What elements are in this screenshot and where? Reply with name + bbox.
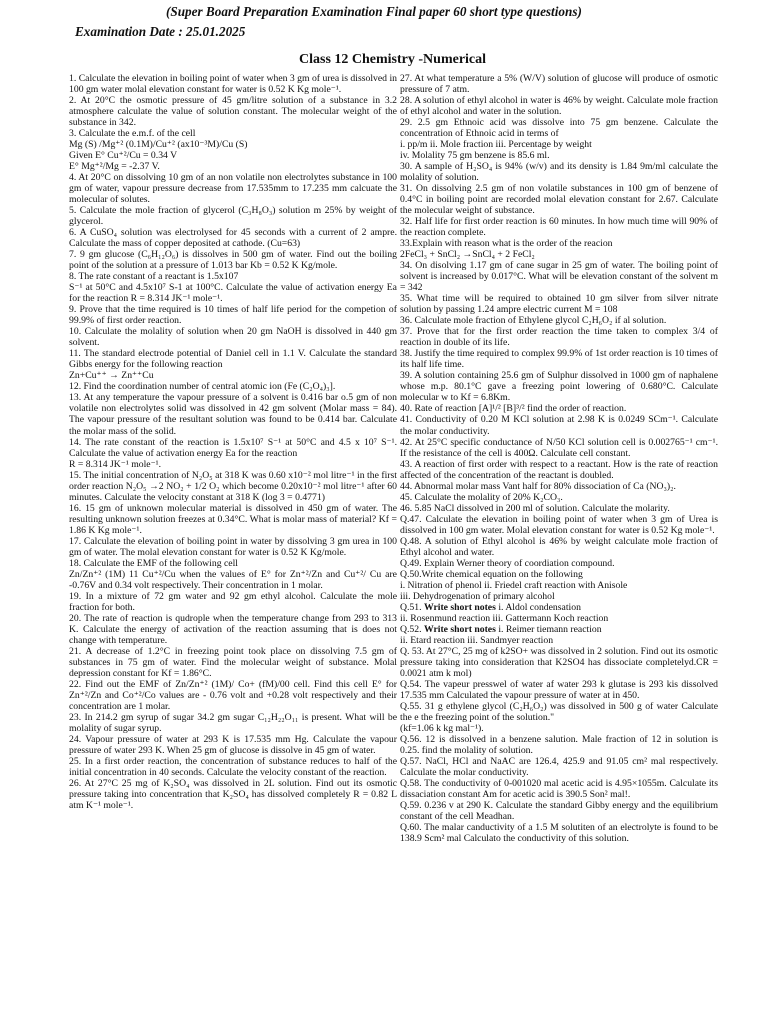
question-line: 20. The rate of reaction is qudrople when the temperature change from 293 to 313 K. Calculate the energy of activation of the reaction assuming that is does not change with temperature. [69, 612, 397, 646]
question-line: 39. A solution containing 25.6 gm of Sulphur dissolved in 1000 gm of naphalene whose m.p. 80.1°C gave a freezing point lowering of 0.680°C. Calculate molecular w to Kf = 6.8Km. [400, 370, 718, 404]
question-line: 1. Calculate the elevation in boiling point of water when 3 gm of urea is dissolved in 100 gm water molal elevation constant for water is 0.52 K Kg mole⁻¹. [69, 73, 397, 96]
question-line: 34. On disolving 1.17 gm of cane sugar in 25 gm of water. The boiling point of solvent is increased by 0.017°C. What will be elevation constant of the solvent m = 342 [400, 260, 718, 294]
question-line: 30. A sample of H₂SO₄ is 94% (w/v) and its density is 1.84 9m/ml calculate the molality of solution. [400, 161, 718, 184]
question-line: 6. A CuSO₄ solution was electrolysed for 45 seconds with a current of 2 ampre. Calculate the mass of copper deposited at cathode. (Cu=63) [69, 227, 397, 250]
question-line: Q.57. NaCl, HCl and NaAC are 126.4, 425.9 and 91.05 cm² mal respectively. Calculate the molar conductivity. [400, 755, 718, 778]
question-line: Q.54. The vapeur presswel of water af water 293 k glutase is 293 kis dissolved 17.535 mm Calculated the vapour pressure of water at in 450. [400, 678, 718, 701]
question-line: 36. Calculate mole fraction of Ethylene glycol C₂H₆O₂ if al solution. [400, 315, 667, 327]
question-line: Q.60. The malar canductivity of a 1.5 M solutiten of an electrolyte is found to be 138.9 Scm² mal Calculato the conductivity of this solution. [400, 822, 718, 845]
question-line: iii. Dehydrogenation of primary alcohol [400, 590, 555, 602]
question-line: Mg (S) /Mg⁺² (0.1M)/Cu⁺² (ax10⁻³M)/Cu (S) [69, 139, 248, 151]
question-line: Zn+Cu⁺⁺ → Zn⁺⁺Cu [69, 370, 154, 382]
question-line: 26. At 27°C 25 mg of K₂SO₄ was dissolved in 2L solution. Find out its osmotic pressure taking into concentration that K₂SO₄ has dissolved completely R = 0.82 L atm K⁻¹ mole⁻¹. [69, 778, 397, 812]
question-line: 13. At any temperature the vapour pressure of a solvent is 0.416 bar o.5 gm of non volatile non electrolytes solid was dissolved in 42 gm solvent (Molar mass = 84). The vapour pressure of the resultant solution was found to be 0.414 bar. Calculate the molar mass of the solid. [69, 392, 397, 437]
question-line: Q. 53. At 27°C, 25 mg of k2SO+ was dissolved in 2 solution. Find out its osmotic pressure taking into consideration that K2SO4 has dissociate completelyd.CR = 0.0021 atm k mol) [400, 645, 718, 679]
question-line: 2. At 20°C the osmotic pressure of 45 gm/litre solution of a substance in 3.2 atmosphere calculate the value of solution constant. The molecular weight of the substance in 342. [69, 95, 397, 129]
question-line: 21. A decrease of 1.2°C in freezing point took place on dissolving 7.5 gm of substances in 75 gm of water. Find the molecular weight of substance. Molal depression constant for Kf = 1.86°C. [69, 645, 397, 679]
question-line: 28. A solution of ethyl alcohol in water is 46% by weight. Calculate mole fraction of ethyl alcohol and water in the solution. [400, 95, 718, 118]
question-line: 29. 2.5 gm Ethnoic acid was dissolve into 75 gm benzene. Calculate the concentration of Ethnoic acid in terms of [400, 117, 718, 140]
question-line: ii. Rosenmund reaction iii. Gattermann Koch reaction [400, 612, 609, 624]
question-line: 8. The rate constant of a reactant is 1.5x107 [69, 271, 239, 283]
question-line: 31. On dissolving 2.5 gm of non volatile substances in 100 gm of benzene of 0.4°C in boiling point are recorded molal elevation constant for 2.67. Calculate the molecular weight of substance. [400, 183, 718, 217]
question-line: 12. Find the coordination number of central atomic ion (Fe (C₂O₄)₃]. [69, 381, 336, 393]
right-question-column [400, 73, 718, 844]
question-line: Q.49. Explain Werner theory of coordiation compound. [400, 557, 615, 569]
question-line: 3. Calculate the e.m.f. of the cell [69, 128, 196, 140]
question-line: 18. Calculate the EMF of the following cell [69, 557, 238, 569]
question-line: i. Nitration of phenol ii. Friedel craft reaction with Anisole [400, 579, 628, 591]
question-line: 25. In a first order reaction, the concentration of substance reduces to half of the initial concentration in 40 seconds. Calculate the velocity constant of the reaction. [69, 755, 397, 778]
question-line: iv. Molality 75 gm benzene is 85.6 ml. [400, 150, 550, 162]
question-line: 22. Find out the EMF of Zn/Zn⁺² (1M)/ Co+ (fM)/00 cell. Find this cell E° for Zn⁺²/Zn and Co⁺²/Co values are - 0.76 volt and +0.28 volt respectively and their concentration are 1 molar. [69, 678, 397, 712]
exam-date: Examination Date : 25.01.2025 [75, 24, 246, 39]
question-line: i. pp/m ii. Mole fraction iii. Percentage by weight [400, 139, 592, 151]
question-line: 23. In 214.2 gm syrup of sugar 34.2 gm sugar C₁₂H₂₂O₁₁ is present. What will be molality of sugar syrup. [69, 711, 397, 734]
question-line: Q.48. A solution of Ethyl alcohol is 46% by weight calculate mole fraction of Ethyl alcohol and water. [400, 535, 718, 558]
question-line: Q.51. Write short notes i. Aldol condensation [400, 601, 581, 613]
question-line: 2FeCl₃ + SnCl₂ →SnCl₄ + 2 FeCl₂ [400, 249, 535, 261]
question-line: 10. Calculate the molality of solution when 20 gm NaOH is dissolved in 440 gm solvent. [69, 326, 397, 349]
question-line: 5. Calculate the mole fraction of glycerol (C₃H₈O₃) solution m 25% by weight of glycerol. [69, 205, 397, 228]
question-line: 7. 9 gm glucose (C₆H₁₂O₆) is dissolves in 500 gm of water. Find out the boiling point of the solution at a pressure of 1.013 bar Kb = 0.52 K Kg/mole. [69, 249, 397, 272]
question-line: 4. At 20°C on dissolving 10 gm of an non volatile non electrolytes substance in 100 gm of water, vapour pressure decrease from 17.535mm to 17.235 mm calcuate the molecular of solutes. [69, 172, 397, 206]
question-line: Q.55. 31 g ethylene glycol (C₂H₆O₂) was dissolved in 500 g of water Calculate the e the freezing point of the solution." [400, 700, 718, 723]
question-line: 41. Conductivity of 0.20 M KCl solution at 2.98 K is 0.0249 SCm⁻¹. Calculate the molar conductivity. [400, 414, 718, 437]
question-line: Q.50.Write chemical equation on the following [400, 568, 583, 580]
question-line: 32. Half life for first order reaction is 60 minutes. In how much time will 90% of the reaction complete. [400, 216, 718, 239]
question-line: 24. Vapour pressure of water at 293 K is 17.535 mm Hg. Calculate the vapour pressure of water 293 K. When 25 gm of glucose is dissolve in 45 gm of water. [69, 733, 397, 756]
question-line: 42. At 25°C specific conductance of N/50 KCl solution cell is 0.002765⁻¹ cm⁻¹. If the resistance of the cell is 400Ω. Calculate cell constant. [400, 436, 718, 459]
question-line: 44. Abnormal molar mass Vant half for 80% dissociation of Ca (NO₃)₂. [400, 480, 676, 492]
question-line: Q.59. 0.236 v at 290 K. Calculate the standard Gibby energy and the equilibrium constant of the cell Meadhan. [400, 800, 718, 823]
question-line: S⁻¹ at 50°C and 4.5x10⁷ S-1 at 100°C. Calculate the value of activation energy Ea for the reaction R = 8.314 JK⁻¹ mole⁻¹. [69, 282, 397, 305]
question-line: 27. At what temperature a 5% (W/V) solution of glucose will produce of osmotic pressure of 7 atm. [400, 73, 718, 96]
question-line: 45. Calculate the molality of 20% K₂CO₃. [400, 491, 563, 503]
question-line: 16. 15 gm of unknown molecular material is dissolved in 450 gm of water. The resulting unknown solution freezes at 0.34°C. What is molar mass of material? Kf = 1.86 K Kg mole⁻¹. [69, 502, 397, 536]
question-line: 46. 5.85 NaCl dissolved in 200 ml of solution. Calculate the molarity. [400, 502, 670, 514]
question-line: 38. Justify the time required to complex 99.9% of 1st order reaction is 10 times of its half life time. [400, 348, 718, 371]
question-line: 43. A reaction of first order with respect to a reactant. How is the rate of reaction affected of the concentration of the reactant is doubled. [400, 458, 718, 481]
question-line: 9. Prove that the time required is 10 times of half life period for the competion of 99.9% of first order reaction. [69, 304, 397, 327]
question-line: 14. The rate constant of the reaction is 1.5x10⁷ S⁻¹ at 50°C and 4.5 x 10⁷ S⁻¹. Calculate the value of activation energy Ea for the reaction [69, 436, 397, 459]
question-line: 35. What time will be required to obtained 10 gm silver from silver nitrate solution by passing 1.24 ampre electric current M = 108 [400, 293, 718, 316]
question-line: 17. Calculate the elevation of boiling point in water by dissolving 3 gm urea in 100 gm of water. The molal elevation constant for water is 0.52 K Kg/mole. [69, 535, 397, 558]
question-line: Zn/Zn⁺² (1M) 11 Cu⁺²/Cu when the values of E° for Zn⁺²/Zn and Cu⁺²/ Cu are -0.76V and 0.34 volt respectively. Their concentration in 1 molar. [69, 568, 397, 591]
question-line: Given E° Cu⁺²/Cu = 0.34 V [69, 150, 178, 162]
question-line: E° Mg⁺²/Mg = -2.37 V. [69, 161, 160, 173]
left-question-column [69, 73, 397, 811]
question-line: (kf=1.06 k kg mal⁻¹). [400, 722, 484, 734]
question-line: Q.52. Write short notes i. Reimer tiemann reaction [400, 623, 602, 635]
subject-title: Class 12 Chemistry -Numerical [299, 52, 487, 67]
question-line: 33.Explain with reason what is the order of the reacion [400, 238, 613, 250]
question-line: Q.58. The conductivity of 0-001020 mal acetic acid is 4.95×1055m. Calculate its dissaciation constant Am for acetic acid is 390.5 Son² mal!. [400, 778, 718, 801]
question-line: ii. Etard reaction iii. Sandmyer reaction [400, 634, 554, 646]
question-line: 19. In a mixture of 72 gm water and 92 gm ethyl alcohol. Calculate the mole fraction for both. [69, 590, 397, 613]
question-line: Q.56. 12 is dissolved in a benzene salution. Male fraction of 12 in solution is 0.25. find the molality of solution. [400, 733, 718, 756]
question-line: 15. The initial concentration of N₂O₅ at 318 K was 0.60 x10⁻² mol litre⁻¹ in the first order reaction N₂O₅ →2 NO₂ + 1/2 O₂ which become 0.20x10⁻² mol litre⁻¹ after 60 minutes. Calculate the velocity constant at 318 K (log 3 = 0.4771) [69, 469, 397, 503]
exam-title: (Super Board Preparation Examination Final paper 60 short type questions) [166, 4, 582, 19]
question-line: Q.47. Calculate the elevation in boiling point of water when 3 gm of Urea is dissolved in 100 gm water. Molal elevation constant for water is 0.52 Kg mole⁻¹. [400, 513, 718, 536]
question-line: 11. The standard electrode potential of Daniel cell in 1.1 V. Calculate the standard Gibbs energy for the following reaction [69, 348, 397, 371]
question-line: 40. Rate of reaction [A]¹/² [B]³/² find the order of reaction. [400, 403, 627, 415]
question-line: R = 8.314 JK⁻¹ mole⁻¹. [69, 458, 162, 470]
question-line: 37. Prove that for the first order reaction the time taken to complex 3/4 of reaction in double of its life. [400, 326, 718, 349]
